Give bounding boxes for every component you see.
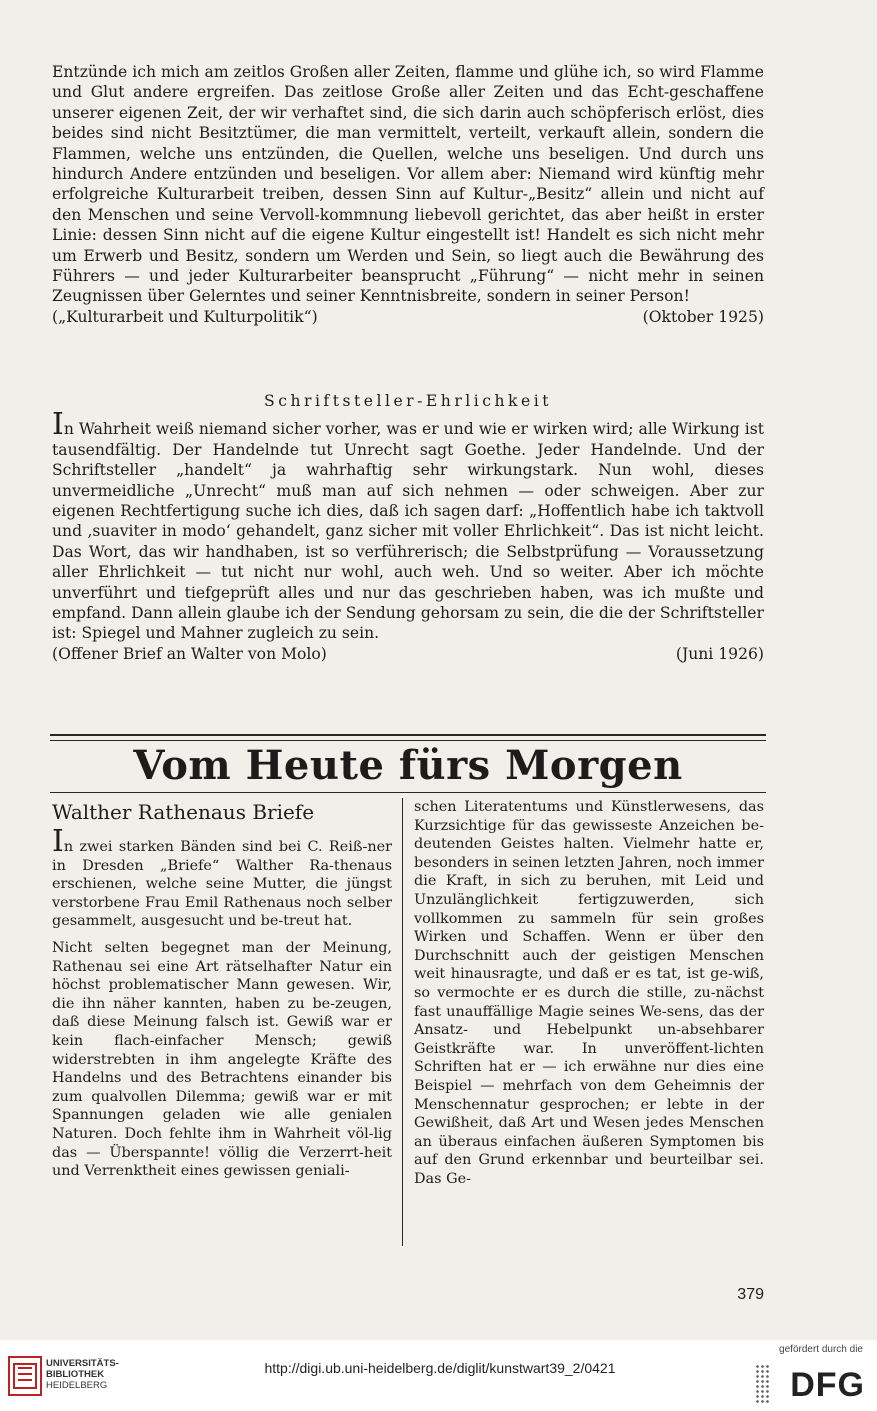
funding-note: gefördert durch die xyxy=(779,1344,863,1355)
permalink-url[interactable]: http://digi.ub.uni-heidelberg.de/diglit/kunstwart39_2/0421 xyxy=(264,1360,616,1376)
dfg-logo: DFG xyxy=(790,1366,865,1404)
paragraph-ehrlichkeit: In Wahrheit weiß niemand sicher vorher, was er und wie er wirken wird; alle Wirkung ist tausendfältig. Der Handelnde tut Unrecht sagt Goethe. Jeder Handelnde. Und der Schriftsteller „handelt“ ja wahrhaftig sehr wirkungstark. Nun wohl, dieses unvermeidliche „Unrecht“ muß man auf sich nehmen — oder schweigen. Aber zur eigenen Rechtfertigung suche ich dies, daß ich sagen darf: „Hoffentlich habe ich taktvoll und ‚suaviter in modo‘ gehandelt, ganz sicher mit voller Ehrlichkeit“. Das ist nicht leicht. Das Wort, das wir handhaben, ist so verführerisch; die Selbstprüfung — Voraussetzung aller Ehrlichkeit — tut nicht nur wohl, auch weh. Und so weiter. Aber ich möchte unverführt und tiefgeprüft alles und nur das geschrieben haben, was ich mußte und empfand. Dann allein glaube ich der Sendung gehorsam zu sein, die die der Schriftsteller ist: Spiegel und Mahner zugleich zu sein. xyxy=(52,407,764,643)
column-divider xyxy=(402,798,403,1246)
article-right-paragraph: schen Literatentums und Künstlerwesens, das Kurzsichtige für das gewisseste Anzeichen be-deutenden Geistes halten. Vielmehr hatte er, besonders in seinen letzten Jahren, noch immer die Kraft, in sich zu beruhen, mit Leid und Unzulänglichkeit fertigzuwerden, sich vollkommen zu sammeln für sein großes Wirken und Schaffen. Wenn er über den Durchschnitt auch der geistigen Menschen weit hinausragte, und daß er es tat, ist ge-wiß, so vermochte er es durch die stille, zu-nächst fast unauffällige Magie seines We-sens, das der Ansatz- und Hebelpunkt un-absehbarer Geistkräfte war. In unveröffent-lichten Schriften hat er — ich erwähne nur dies eine Beispiel — mehrfach von dem Geheimnis der Menschennatur gesprochen; er lebte in der Gewißheit, daß Art und Wesen jedes Menschen an überaus einfachen äußeren Symptomen bis auf den Grund erkennbar und beurteilbar sei. Das Ge- xyxy=(414,799,764,1187)
source-date: (Oktober 1925) xyxy=(642,307,764,326)
university-logo-icon xyxy=(8,1356,42,1396)
article-left-paragraph-1: In zwei starken Bänden sind bei C. Reiß-ner in Dresden „Briefe“ Walther Ra-thenaus erschienen, welche seine Mutter, die jüngst verstorbene Frau Emil Rathenaus noch selber gesammelt, ausgesucht und be-treut hat. xyxy=(52,824,392,930)
viewer-footer xyxy=(0,1340,877,1411)
page-number: 379 xyxy=(737,1286,764,1303)
right-column xyxy=(414,798,764,1188)
source-citation: („Kulturarbeit und Kulturpolitik“) xyxy=(52,307,318,326)
article-title: Walther Rathenaus Briefe xyxy=(52,800,315,824)
source-line-1 xyxy=(52,307,764,327)
second-text-block xyxy=(52,391,764,664)
dfg-dots-icon xyxy=(755,1364,771,1404)
divider-double-top xyxy=(50,734,766,741)
paragraph-kulturarbeit: Entzünde ich mich am zeitlos Großen aller Zeiten, flamme und glühe ich, so wird Flamme und Glut andere ergreifen. Das zeitlose Große aller Zeiten und das Echt-geschaffene unserer eigenen Zeit, der wir verhaftet sind, die sich darin auch schöpferisch erlöst, dies beides sind nicht Besitztümer, die man vermittelt, verteilt, verkauft allein, sondern die Flammen, welche uns entzünden, die Quellen, welche uns beseligen. Und durch uns hindurch Andere entzünden und beseligen. Vor allem aber: Niemand wird künftig mehr erfolgreiche Kulturarbeit treiben, dessen Sinn auf Kultur-„Besitz“ allein und nicht auf den Menschen und seine Vervoll-kommnung liebevoll gerichtet, das aber heißt in erster Linie: dessen Sinn nicht auf die eigene Kultur eingestellt ist! Handelt es sich nicht mehr um Erwerb und Besitz, sondern um Werden und Sein, so liegt auch die Bewährung des Führers — und jeder Kulturarbeiter beansprucht „Führung“ — nicht mehr in seinen Zeugnissen über Gelerntes und seiner Kenntnisbreite, sondern in seiner Person! xyxy=(52,63,764,306)
source-line-2 xyxy=(52,644,764,664)
university-name: UNIVERSITÄTS- BIBLIOTHEK HEIDELBERG xyxy=(46,1358,119,1391)
article-left-paragraph-2: Nicht selten begegnet man der Meinung, Rathenau sei eine Art rätselhafter Natur ein höchst problematischer Mann gewesen. Wir, die ihn näher kannten, haben zu be-zeugen, daß diese Meinung falsch ist. Gewiß war er kein flach-einfacher Mensch; gewiß widerstrebten in ihm angelegte Kräfte des Handelns und des Betrachtens einander bis zum qualvollen Dilemma; gewiß war er mit Spannungen geladen wie alle genialen Naturen. Doch fehlte ihm in Wahrheit völ-lig das — Überspannte! völlig die Verzerrt-heit und Verrenktheit eines gewissen geniali- xyxy=(52,939,392,1180)
source-citation: (Offener Brief an Walter von Molo) xyxy=(52,644,327,663)
subheading-schriftsteller: Schriftsteller-Ehrlichkeit xyxy=(264,392,552,410)
divider-bottom xyxy=(50,792,766,793)
section-title: Vom Heute fürs Morgen xyxy=(133,742,683,789)
top-text-block xyxy=(52,62,764,327)
left-column xyxy=(52,798,392,1181)
source-date: (Juni 1926) xyxy=(675,644,764,663)
